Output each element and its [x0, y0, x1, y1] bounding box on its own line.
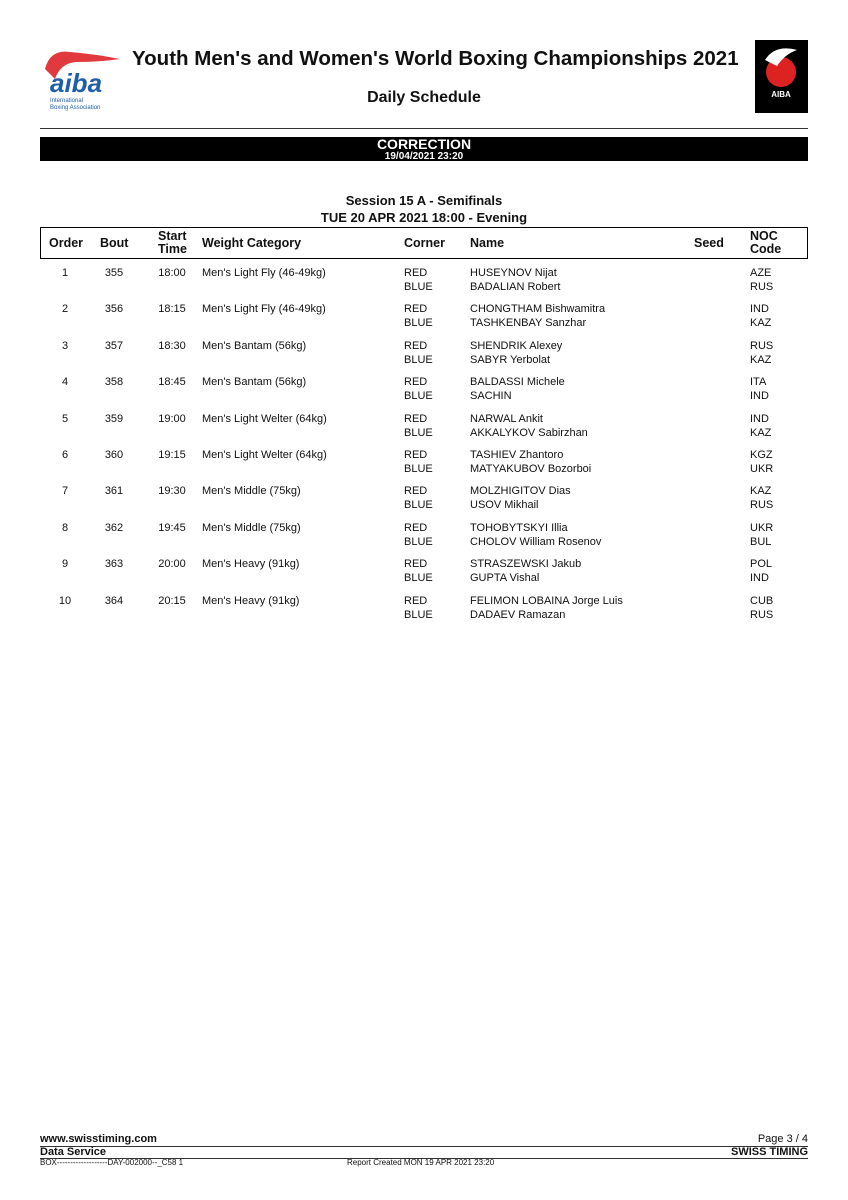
col-code: Code [750, 242, 782, 256]
cell-bout: 360 [104, 449, 124, 461]
cell-red-name: TASHIEV Zhantoro [470, 449, 564, 461]
cell-time: 18:15 [158, 303, 186, 316]
col-noc: NOC [750, 229, 778, 243]
cell-blue: BLUE [404, 499, 433, 512]
cell-weight: Men's Middle (75kg) [202, 485, 301, 498]
cell-red-name: NARWAL Ankit [470, 412, 543, 425]
cell-order: 6 [61, 449, 69, 461]
cell-weight: Men's Middle (75kg) [202, 521, 301, 534]
cell-order: 7 [61, 485, 69, 498]
col-start: Start [158, 229, 187, 243]
cell-order: 9 [61, 558, 69, 571]
cell-red-name: STRASZEWSKI Jakub [470, 558, 582, 571]
col-seed: Seed [694, 236, 724, 250]
cell-blue-name: SABYR Yerbolat [470, 353, 551, 366]
cell-weight: Men's Heavy (91kg) [202, 558, 300, 571]
cell-blue-noc: UKR [750, 463, 774, 475]
cell-red: RED [404, 303, 428, 316]
cell-blue: BLUE [404, 390, 433, 403]
cell-blue: BLUE [404, 353, 433, 366]
cell-order: 2 [61, 303, 69, 316]
cell-weight: Men's Light Welter (64kg) [202, 449, 327, 461]
col-name: Name [470, 236, 505, 250]
cell-bout: 364 [104, 594, 124, 607]
cell-blue: BLUE [404, 281, 433, 293]
table-row [40, 339, 808, 369]
cell-weight: Men's Bantam (56kg) [202, 339, 307, 352]
cell-red: RED [404, 339, 428, 352]
footer-report: Report Created MON 19 APR 2021 23:20 [347, 1158, 495, 1167]
cell-blue: BLUE [404, 535, 433, 548]
cell-red: RED [404, 267, 428, 279]
svg-text:AIBA: AIBA [771, 90, 791, 99]
cell-bout: 356 [104, 303, 124, 316]
correction-label: CORRECTION [376, 137, 472, 152]
cell-red-noc: KAZ [750, 485, 772, 498]
cell-red-noc: ITA [750, 376, 767, 389]
cell-red: RED [404, 521, 428, 534]
col-order: Order [49, 236, 84, 250]
cell-weight: Men's Heavy (91kg) [202, 594, 300, 607]
correction-banner [40, 137, 808, 161]
cell-blue-name: USOV Mikhail [470, 499, 539, 512]
cell-weight: Men's Light Welter (64kg) [202, 412, 327, 425]
footer-service: Data Service [40, 1146, 107, 1158]
col-corner: Corner [404, 236, 445, 250]
col-bout: Bout [100, 236, 129, 250]
cell-weight: Men's Light Fly (46-49kg) [202, 303, 326, 316]
cell-blue-noc: IND [750, 390, 769, 403]
cell-red-noc: IND [750, 412, 769, 425]
cell-red: RED [404, 412, 428, 425]
svg-text:aiba: aiba [50, 68, 103, 98]
cell-red-noc: RUS [750, 339, 774, 352]
cell-blue-noc: BUL [750, 535, 772, 548]
cell-red: RED [404, 594, 428, 607]
cell-blue-name: MATYAKUBOV Bozorboi [470, 463, 592, 475]
table-row [40, 375, 808, 405]
footer-divider [40, 1146, 808, 1147]
cell-red-name: BALDASSI Michele [470, 376, 565, 389]
session-date: TUE 20 APR 2021 18:00 - Evening [320, 210, 528, 225]
page-subtitle: Daily Schedule [367, 89, 481, 106]
session-title: Session 15 A - Semifinals [345, 193, 503, 208]
cell-time: 19:45 [158, 521, 186, 534]
cell-blue-noc: KAZ [750, 317, 772, 330]
cell-red-name: HUSEYNOV Nijat [470, 267, 557, 279]
cell-time: 18:45 [158, 376, 186, 389]
footer-page: Page 3 / 4 [757, 1133, 808, 1145]
cell-time: 18:30 [158, 339, 186, 352]
cell-blue-noc: RUS [750, 499, 774, 512]
table-header [40, 227, 808, 259]
cell-bout: 361 [104, 485, 124, 498]
footer-brand: SWISS TIMING [731, 1146, 808, 1158]
cell-blue-name: CHOLOV William Rosenov [470, 535, 602, 548]
table-row [40, 557, 808, 587]
table-row [40, 484, 808, 514]
col-weight: Weight Category [202, 236, 302, 250]
cell-red: RED [404, 449, 428, 461]
cell-red-noc: IND [750, 303, 769, 316]
cell-bout: 359 [104, 412, 124, 425]
cell-time: 20:15 [158, 594, 186, 607]
col-time: Time [158, 242, 187, 256]
cell-blue: BLUE [404, 572, 433, 585]
svg-text:Boxing Association: Boxing Association [50, 105, 101, 111]
table-row [40, 302, 808, 332]
cell-bout: 363 [104, 558, 124, 571]
cell-time: 19:00 [158, 412, 186, 425]
cell-red-noc: UKR [750, 521, 774, 534]
table-row [40, 266, 808, 296]
cell-bout: 357 [104, 339, 124, 352]
table-row [40, 521, 808, 551]
cell-blue-noc: RUS [750, 608, 774, 621]
cell-blue-noc: IND [750, 572, 769, 585]
table-row [40, 412, 808, 442]
cell-order: 1 [61, 267, 69, 279]
cell-time: 19:15 [158, 449, 186, 461]
cell-order: 10 [58, 594, 72, 607]
cell-blue-name: AKKALYKOV Sabirzhan [470, 426, 588, 439]
cell-red-noc: KGZ [750, 449, 773, 461]
cell-bout: 362 [104, 521, 124, 534]
table-row [40, 594, 808, 624]
cell-bout: 355 [104, 267, 124, 279]
cell-red-name: FELIMON LOBAINA Jorge Luis [470, 594, 623, 607]
cell-red: RED [404, 376, 428, 389]
cell-blue-name: GUPTA Vishal [470, 572, 540, 585]
cell-time: 19:30 [158, 485, 186, 498]
cell-time: 18:00 [158, 267, 186, 279]
correction-timestamp: 19/04/2021 23:20 [384, 151, 464, 161]
cell-red: RED [404, 485, 428, 498]
cell-blue-noc: RUS [750, 281, 774, 293]
cell-red-noc: AZE [750, 267, 772, 279]
cell-blue: BLUE [404, 463, 433, 475]
cell-red: RED [404, 558, 428, 571]
cell-blue-name: TASHKENBAY Sanzhar [470, 317, 587, 330]
table-row [40, 448, 808, 478]
cell-red-name: CHONGTHAM Bishwamitra [470, 303, 606, 316]
cell-blue-name: DADAEV Ramazan [470, 608, 566, 621]
cell-red-name: TOHOBYTSKYI Illia [470, 521, 568, 534]
cell-order: 4 [61, 376, 69, 389]
cell-blue: BLUE [404, 608, 433, 621]
championship-logo [755, 40, 808, 113]
cell-order: 8 [61, 521, 69, 534]
footer-code: BOX-------------------DAY-002000--_C58 1 [40, 1158, 184, 1167]
cell-blue-noc: KAZ [750, 426, 772, 439]
cell-blue-noc: KAZ [750, 353, 772, 366]
cell-blue-name: SACHIN [470, 390, 512, 403]
footer-website: www.swisstiming.com [40, 1133, 157, 1145]
page-title: Youth Men's and Women's World Boxing Championships 2021 [132, 47, 739, 70]
divider [40, 128, 808, 129]
cell-blue-name: BADALIAN Robert [470, 281, 561, 293]
cell-weight: Men's Light Fly (46-49kg) [202, 267, 326, 279]
cell-red-name: MOLZHIGITOV Dias [470, 485, 571, 498]
cell-red-noc: CUB [750, 594, 774, 607]
cell-red-noc: POL [750, 558, 773, 571]
cell-time: 20:00 [158, 558, 186, 571]
cell-red-name: SHENDRIK Alexey [470, 339, 563, 352]
cell-weight: Men's Bantam (56kg) [202, 376, 307, 389]
cell-order: 5 [61, 412, 69, 425]
cell-order: 3 [61, 339, 69, 352]
svg-text:International: International [50, 98, 84, 104]
cell-bout: 358 [104, 376, 124, 389]
cell-blue: BLUE [404, 317, 433, 330]
cell-blue: BLUE [404, 426, 433, 439]
